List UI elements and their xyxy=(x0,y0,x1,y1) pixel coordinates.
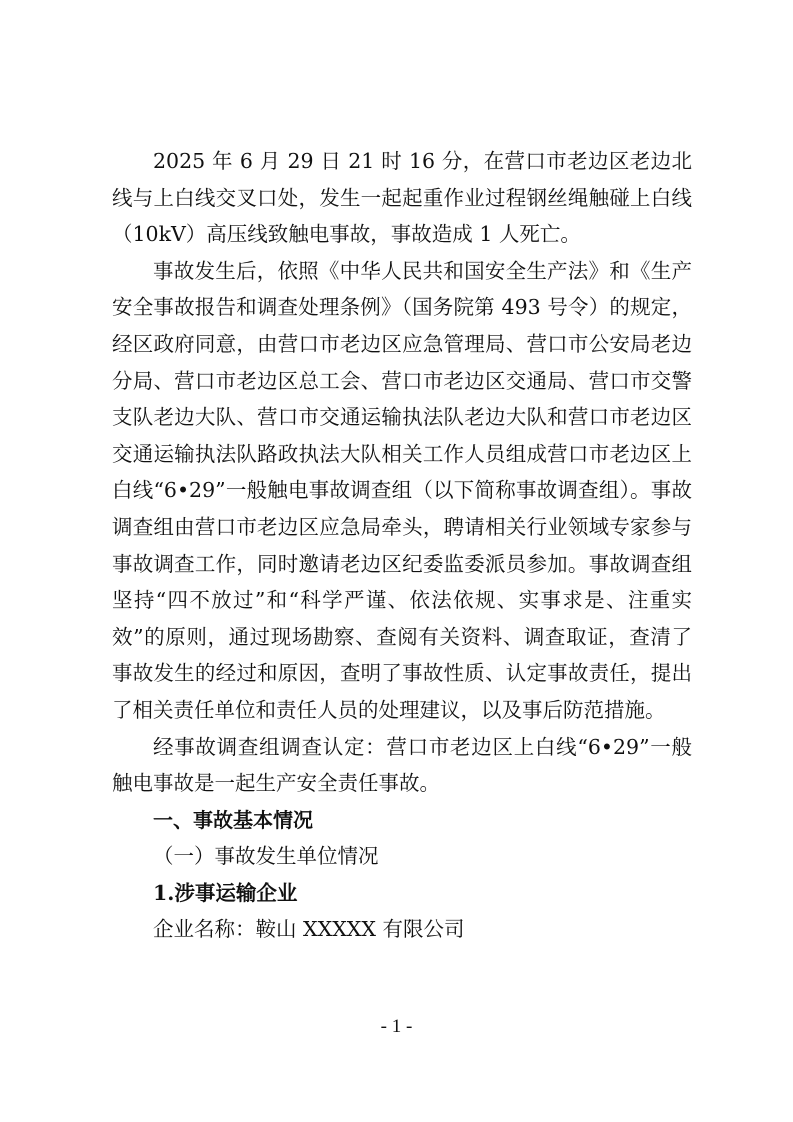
paragraph-investigation-conclusion: 经事故调查组调查认定：营口市老边区上白线“6•29”一般触电事故是一起生产安全责任事故。 xyxy=(112,734,692,796)
subsection-heading: （一）事故发生单位情况 xyxy=(153,844,379,869)
paragraph-accident-summary: 2025 年 6 月 29 日 21 时 16 分，在营口市老边区老边北线与上白线交叉口处，发生一起起重作业过程钢丝绳触碰上白线（10kV）高压线致触电事故，事故造成 1 人死亡。 xyxy=(112,149,692,247)
document-body xyxy=(112,143,692,948)
page-number: - 1 - xyxy=(380,1016,413,1037)
company-name-line: 企业名称：鞍山 XXXXX 有限公司 xyxy=(153,917,465,942)
subsubsection-heading: 1.涉事运输企业 xyxy=(153,880,298,905)
paragraph-investigation-process: 事故发生后，依照《中华人民共和国安全生产法》和《生产安全事故报告和调查处理条例》（国务院第 493 号令）的规定，经区政府同意，由营口市老边区应急管理局、营口市公安局老边分局、营口市老边区总工会、营口市老边区交通局、营口市交警支队老边大队、营口市交通运输执法队老边大队和营口市老边区交通运输执法队路政执法大队相关工作人员组成营口市老边区上白线“6•29”一般触电事故调查组（以下简称事故调查组）。事故调查组由营口市老边区应急局牵头，聘请相关行业领域专家参与事故调查工作，同时邀请老边区纪委监委派员参加。事故调查组坚持“四不放过”和“科学严谨、依法依规、实事求是、注重实效”的原则，通过现场勘察、查阅有关资料、调查取证，查清了事故发生的经过和原因，查明了事故性质、认定事故责任，提出了相关责任单位和责任人员的处理建议，以及事后防范措施。 xyxy=(112,258,692,722)
section-heading: 一、事故基本情况 xyxy=(153,807,313,832)
